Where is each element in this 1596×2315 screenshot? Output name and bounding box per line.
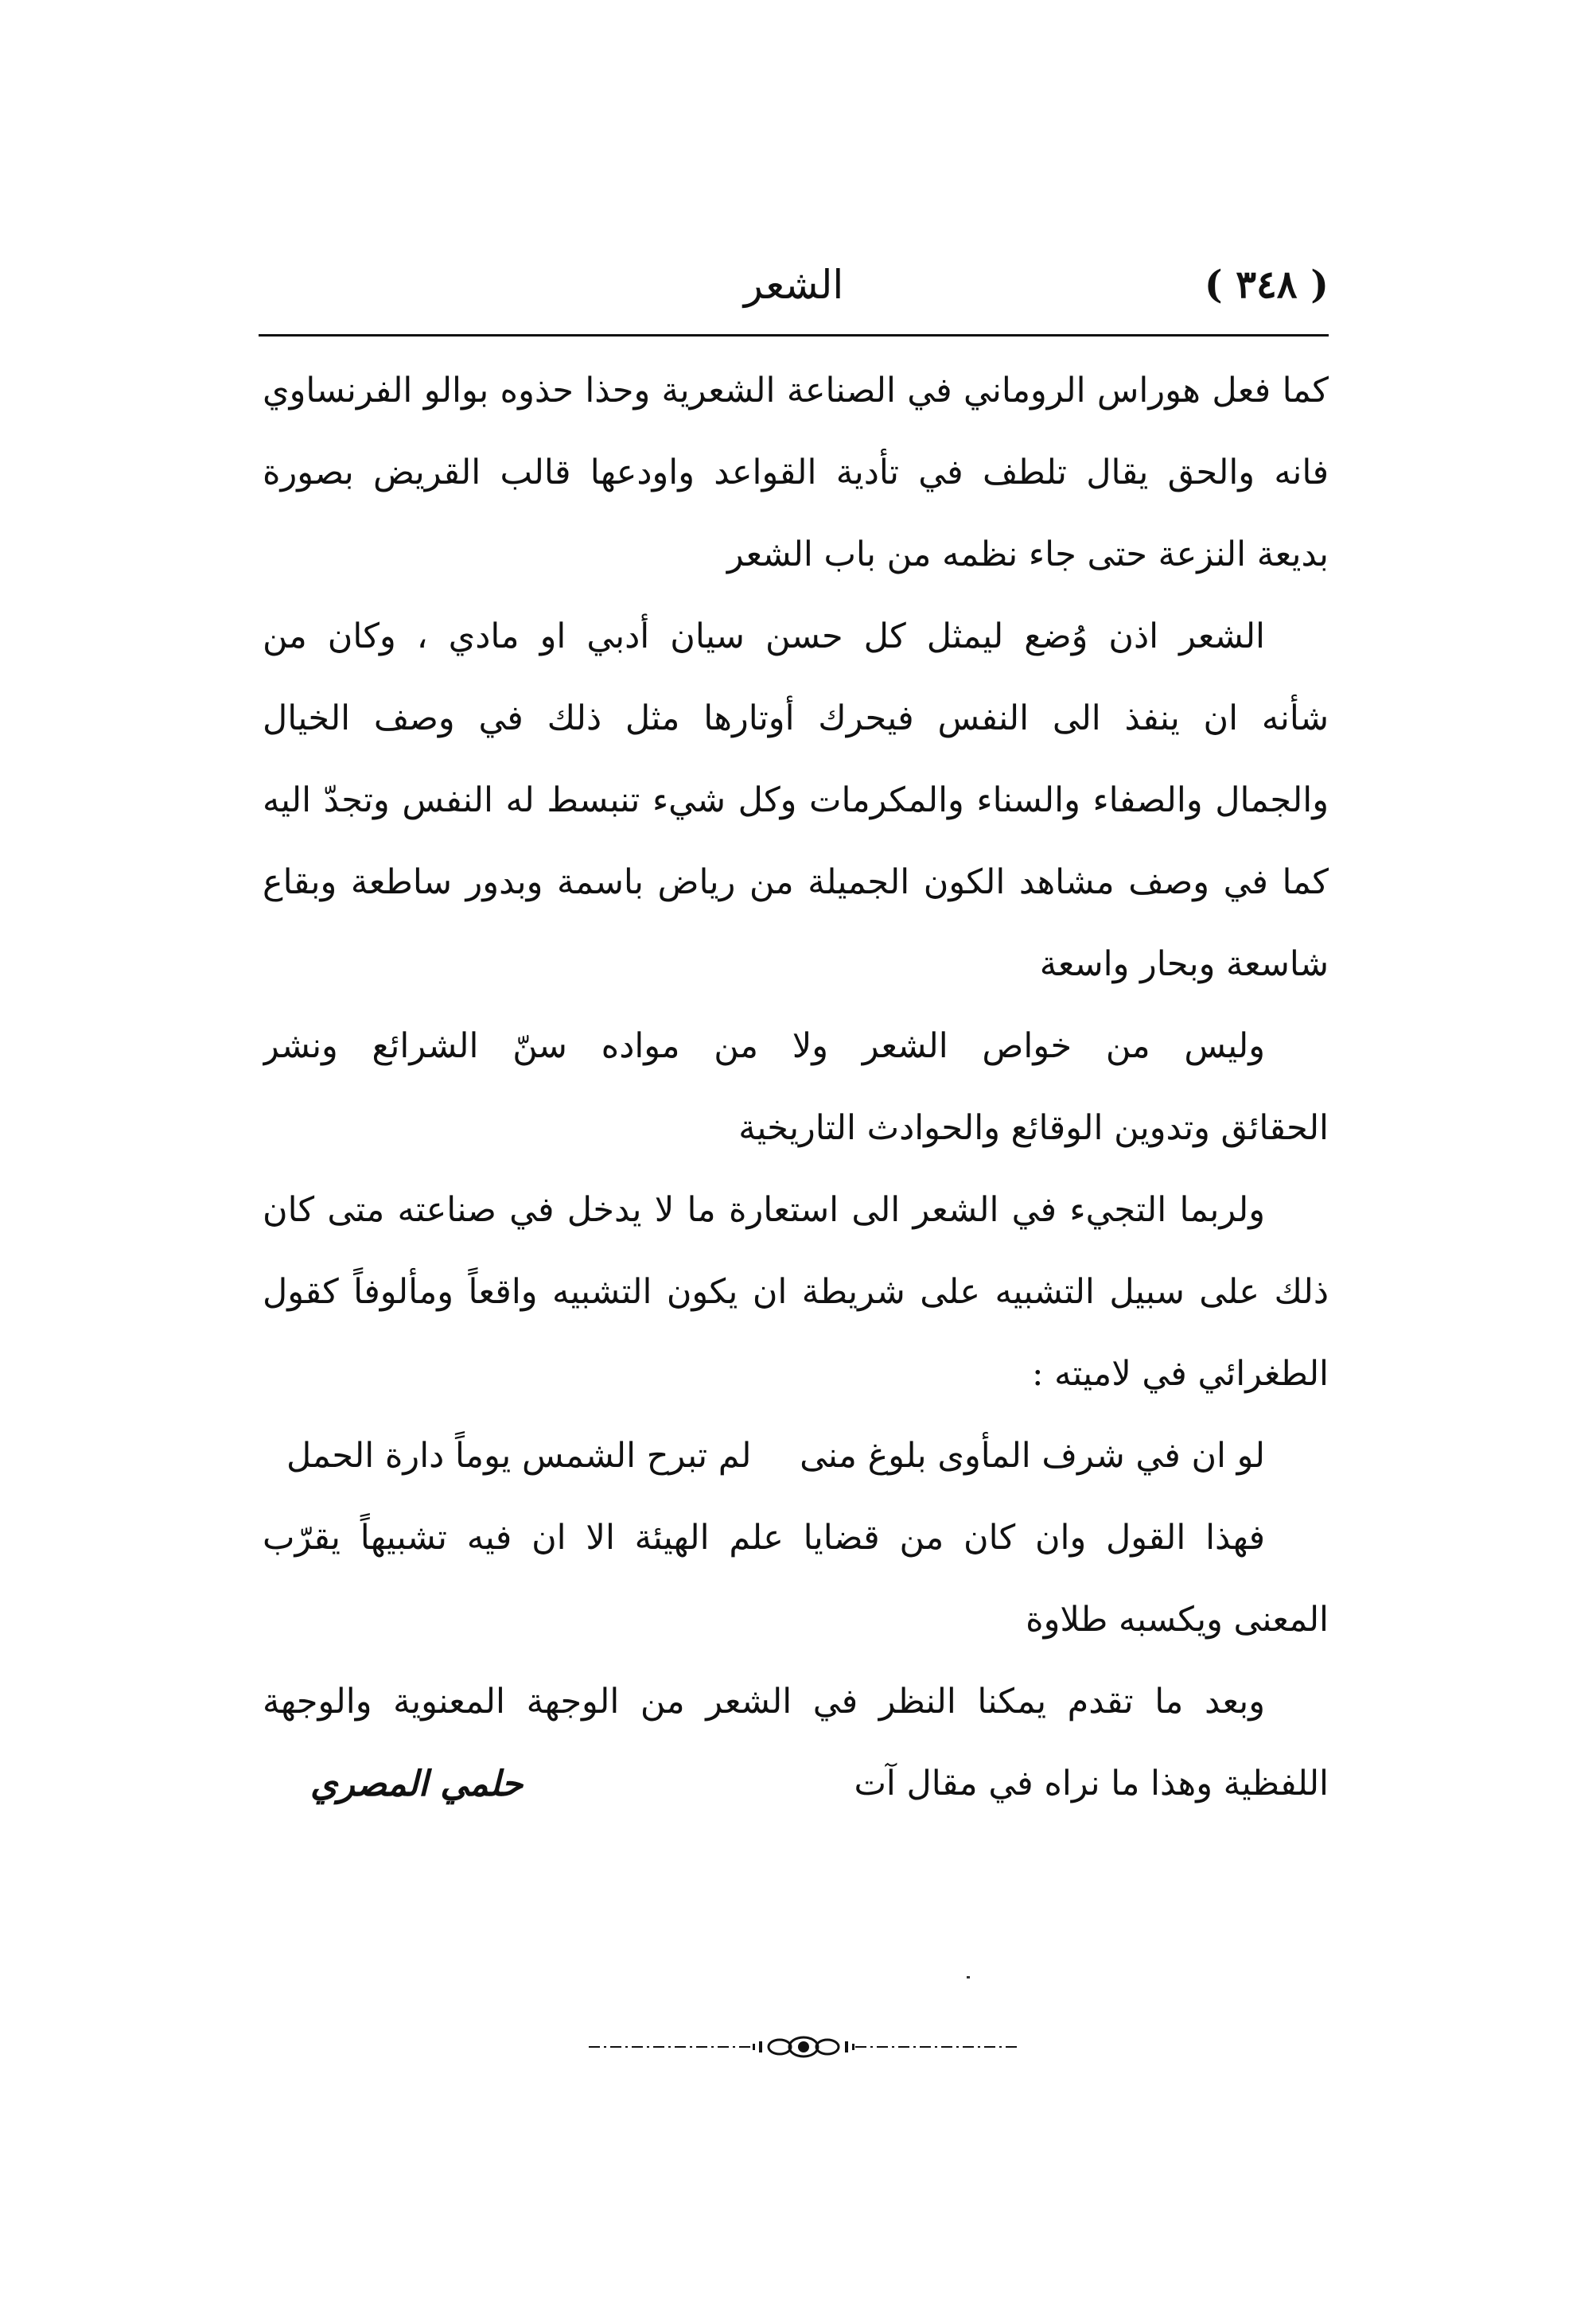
paragraph-start-line: الشعر اذن وُضع ليمثل كل حسن سيان أدبي او مادي ، وكان من bbox=[263, 617, 1265, 656]
paragraph-start-line: وبعد ما تقدم يمكنا النظر في الشعر من الوجهة المعنوية والوجهة bbox=[263, 1682, 1265, 1722]
text-line: الحقائق وتدوين الوقائع والحوادث التاريخية bbox=[738, 1108, 1329, 1148]
paragraph-start-line: فهذا القول وان كان من قضايا علم الهيئة الا ان فيه تشبيهاً يقرّب bbox=[263, 1518, 1265, 1558]
text-line: شأنه ان ينفذ الى النفس فيحرك أوتارها مثل ذلك في وصف الخيال bbox=[263, 698, 1329, 738]
text-line: كما في وصف مشاهد الكون الجميلة من رياض باسمة وبدور ساطعة وبقاع bbox=[263, 862, 1329, 902]
print-speck bbox=[967, 1976, 970, 1978]
text-line: كما فعل هوراس الروماني في الصناعة الشعرية وحذا حذوه بوالو الفرنساوي bbox=[263, 371, 1329, 410]
author-signature: حلمي المصري bbox=[310, 1764, 524, 1804]
verse-first-hemistich: لو ان في شرف المأوى بلوغ منى bbox=[800, 1436, 1265, 1476]
text-line: فانه والحق يقال تلطف في تأدية القواعد واودعها قالب القريض بصورة bbox=[263, 453, 1329, 492]
text-line: ذلك على سبيل التشبيه على شريطة ان يكون التشبيه واقعاً ومألوفاً كقول bbox=[263, 1272, 1329, 1312]
end-ornament-divider bbox=[589, 2035, 1018, 2059]
closing-line bbox=[263, 1743, 1329, 1825]
body-text bbox=[263, 350, 1329, 1825]
paragraph-start-line: وليس من خواص الشعر ولا من مواده سنّ الشرائع ونشر bbox=[263, 1026, 1265, 1066]
page-header bbox=[259, 253, 1329, 317]
text-line: المعنى ويكسبه طلاوة bbox=[1026, 1600, 1329, 1640]
text-line: بديعة النزعة حتى جاء نظمه من باب الشعر bbox=[726, 535, 1329, 574]
text-line: والجمال والصفاء والسناء والمكرمات وكل شيء تنبسط له النفس وتجدّ اليه bbox=[263, 780, 1329, 820]
page-number: ( ٣٤٨ ) bbox=[1204, 263, 1329, 307]
paragraph-start-line: ولربما التجيء في الشعر الى استعارة ما لا يدخل في صناعته متى كان bbox=[263, 1190, 1265, 1230]
closing-text: اللفظية وهذا ما نراه في مقال آت bbox=[854, 1764, 1329, 1803]
header-rule bbox=[259, 334, 1329, 337]
verse-line bbox=[263, 1415, 1329, 1497]
verse-second-hemistich: لم تبرح الشمس يوماً دارة الحمل bbox=[286, 1436, 752, 1476]
text-line: الطغرائي في لاميته : bbox=[1032, 1354, 1329, 1394]
running-title: الشعر bbox=[743, 262, 844, 308]
text-line: شاسعة وبحار واسعة bbox=[1039, 944, 1329, 984]
